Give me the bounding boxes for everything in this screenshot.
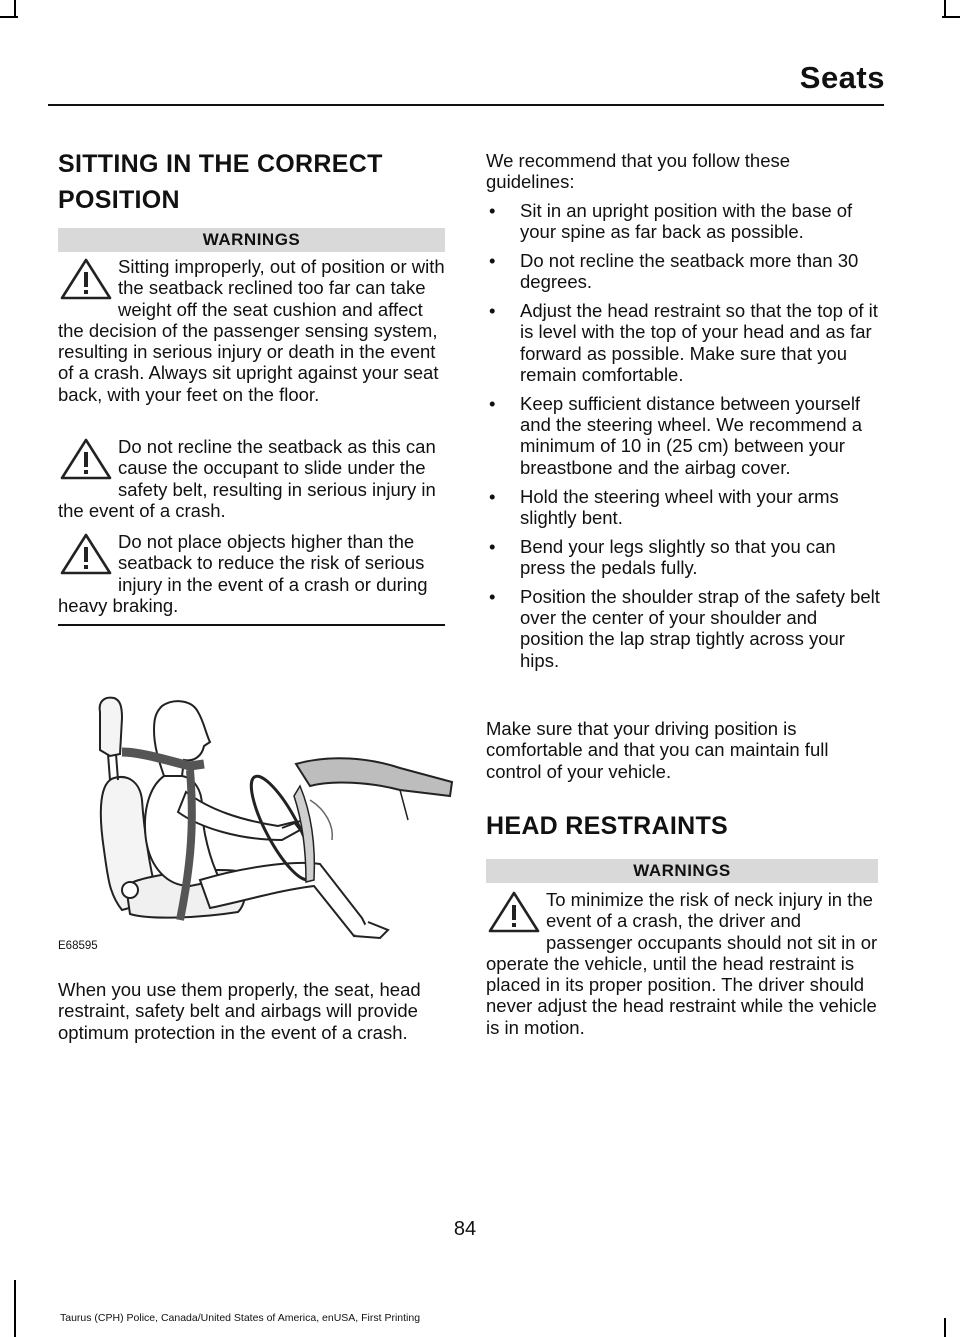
- driver-seating-illustration: [70, 690, 470, 954]
- bullet-marker: •: [489, 585, 496, 607]
- list-item: [486, 200, 880, 243]
- bullet-marker: •: [489, 535, 496, 557]
- footer-text: Taurus (CPH) Police, Canada/United States of America, enUSA, First Printing: [60, 1312, 421, 1324]
- list-item-text: Sit in an upright position with the base of your spine as far back as possible.: [520, 200, 853, 243]
- bullet-marker: •: [489, 392, 496, 414]
- bullet-marker: •: [489, 485, 496, 507]
- list-item: [486, 393, 880, 478]
- header-divider: [48, 104, 884, 106]
- page-number: 84: [453, 1218, 477, 1240]
- list-item: [486, 486, 880, 529]
- warning-body: To minimize the risk of neck injury in the event of a crash, the driver and passenger occupants should not sit in or operate the vehicle, until the head restraint is placed in its proper position. The driver should never adjust the head restraint while the vehicle is in motion.: [486, 889, 878, 1038]
- section-divider: [58, 624, 445, 626]
- body-paragraph: When you use them properly, the seat, head restraint, safety belt and airbags will provide optimum protection in the event of a crash.: [58, 979, 421, 1043]
- warning-triangle-icon: [58, 256, 114, 302]
- figure-id-label: E68595: [58, 940, 98, 952]
- warnings-label: WARNINGS: [486, 859, 878, 883]
- bullet-marker: •: [489, 250, 496, 272]
- warning-triangle-icon: [58, 531, 114, 577]
- bullet-marker: •: [489, 200, 496, 221]
- list-item: [486, 300, 880, 385]
- warning-text: [58, 256, 446, 405]
- list-item-text: Adjust the head restraint so that the top of it is level with the top of your head and as far forward as possible. Make sure that you remain comfortable.: [520, 300, 878, 386]
- warning-text: [58, 531, 446, 616]
- warning-body: Do not recline the seatback as this can cause the occupant to slide under the safety belt, resulting in serious injury in the event of a crash.: [58, 436, 436, 521]
- list-item-text: Keep sufficient distance between yourself and the steering wheel. We recommend a minimum of 10 in (25 cm) between your breastbone and the airbag cover.: [520, 392, 863, 478]
- warning-triangle-icon: [58, 436, 114, 482]
- warning-body: Do not place objects higher than the seatback to reduce the risk of serious injury in the event of a crash or during heavy braking.: [58, 531, 428, 616]
- list-item-text: Position the shoulder strap of the safety belt over the center of your shoulder and position the lap strap tightly across your hips.: [520, 585, 880, 671]
- list-item-text: Do not recline the seatback more than 30 degrees.: [520, 250, 859, 293]
- section-heading-line: SITTING IN THE CORRECT: [58, 150, 383, 178]
- page-header-title: Seats: [799, 60, 885, 95]
- section-heading-line: POSITION: [58, 186, 180, 214]
- warning-text: [58, 436, 446, 521]
- warning-text: [486, 889, 878, 1038]
- section-heading: HEAD RESTRAINTS: [486, 812, 729, 840]
- list-item-text: Bend your legs slightly so that you can press the pedals fully.: [520, 535, 836, 578]
- section-heading: [58, 148, 383, 216]
- list-item: [486, 586, 880, 671]
- warning-body: Sitting improperly, out of position or with the seatback reclined too far can take weight off the seat cushion and affect the decision of the passenger sensing system, resulting in serious injury or death in the event of a crash. Always sit upright against your seat back, with your feet on the floor.: [58, 256, 445, 405]
- list-item: [486, 250, 880, 293]
- guidelines-list: [486, 200, 880, 678]
- warning-triangle-icon: [486, 889, 542, 935]
- crop-mark: [14, 1280, 16, 1337]
- warnings-label: WARNINGS: [58, 228, 445, 252]
- closing-paragraph: Make sure that your driving position is comfortable and that you can maintain full control of your vehicle.: [486, 718, 829, 782]
- crop-mark: [0, 16, 18, 18]
- crop-mark: [944, 1318, 946, 1337]
- list-item-text: Hold the steering wheel with your arms slightly bent.: [520, 485, 839, 528]
- crop-mark: [942, 16, 960, 18]
- bullet-marker: •: [489, 300, 496, 322]
- intro-paragraph: We recommend that you follow these guidelines:: [486, 150, 791, 193]
- list-item: [486, 536, 880, 579]
